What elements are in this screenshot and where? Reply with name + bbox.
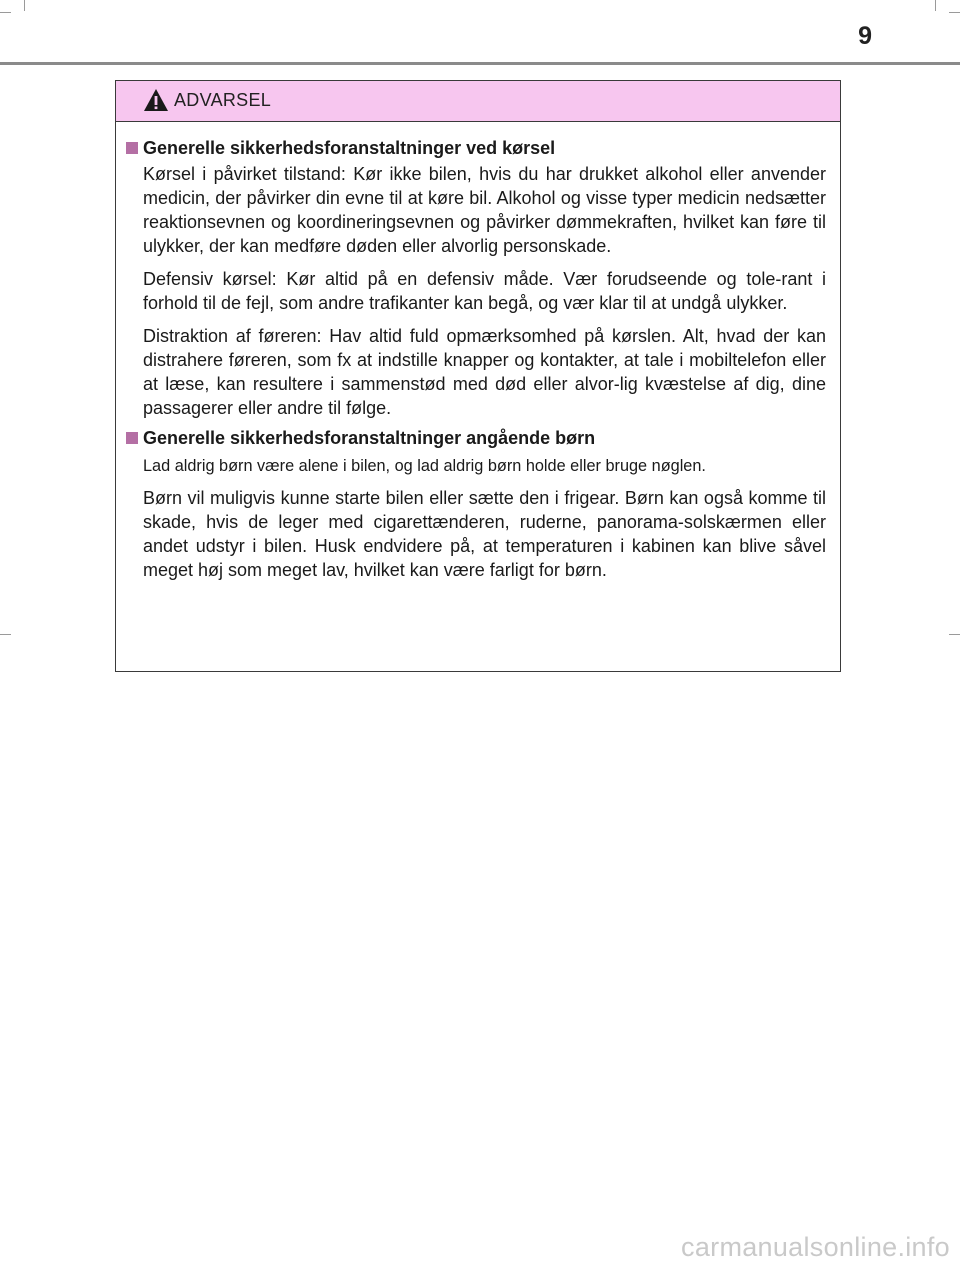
warning-title: ADVARSEL: [174, 90, 272, 110]
warning-triangle-icon: [143, 88, 169, 112]
warning-header: [116, 81, 840, 122]
square-bullet-icon: [126, 432, 138, 444]
crop-mark: [0, 634, 11, 635]
crop-mark: [935, 0, 936, 11]
paragraph: Distraktion af føreren: Hav altid fuld opmærksomhed på kørslen. Alt, hvad der kan distrahere føreren, som fx at indstille knapper og kontakter, at tale i mobiltelefon eller at læse, kan resultere i sammenstød med død eller alvor-lig kvæstelse af dig, dine passagerer eller andre til følge.: [143, 326, 826, 418]
header-rule: [0, 62, 960, 65]
paragraph: Lad aldrig børn være alene i bilen, og lad aldrig børn holde eller bruge nøglen.: [143, 457, 706, 475]
section-heading-text: Generelle sikkerhedsforanstaltninger angående børn: [143, 428, 596, 448]
crop-mark: [0, 12, 11, 13]
crop-mark: [949, 634, 960, 635]
section-heading: [126, 426, 826, 450]
paragraph: Kørsel i påvirket tilstand: Kør ikke bilen, hvis du har drukket alkohol eller anvender medicin, der påvirker din evne til at køre bil. Alkohol og visse typer medicin nedsætter reaktionsevnen og koordineringsevnen og påvirker dømmekraften, hvilket kan føre til ulykker, der kan medføre døden eller alvorlig personskade.: [143, 164, 826, 256]
warning-body: [116, 122, 840, 582]
paragraph: Defensiv kørsel: Kør altid på en defensiv måde. Vær forudseende og tole-rant i forhold til de fejl, som andre trafikanter kan begå, og vær klar til at undgå ulykker.: [143, 269, 826, 313]
section-heading-text: Generelle sikkerhedsforanstaltninger ved kørsel: [143, 138, 556, 158]
section-heading: [126, 136, 826, 160]
crop-mark: [949, 12, 960, 13]
paragraph: Børn vil muligvis kunne starte bilen eller sætte den i frigear. Børn kan også komme til skade, hvis de leger med cigarettænderen, ruderne, panorama-solskærmen eller andet udstyr i bilen. Husk endvidere på, at temperaturen i kabinen kan blive såvel meget høj som meget lav, hvilket kan være farligt for børn.: [143, 488, 826, 580]
square-bullet-icon: [126, 142, 138, 154]
crop-mark: [24, 0, 25, 11]
warning-box: [115, 80, 841, 672]
watermark-text[interactable]: carmanualsonline.info: [681, 1232, 950, 1262]
page-number: 9: [858, 22, 872, 50]
